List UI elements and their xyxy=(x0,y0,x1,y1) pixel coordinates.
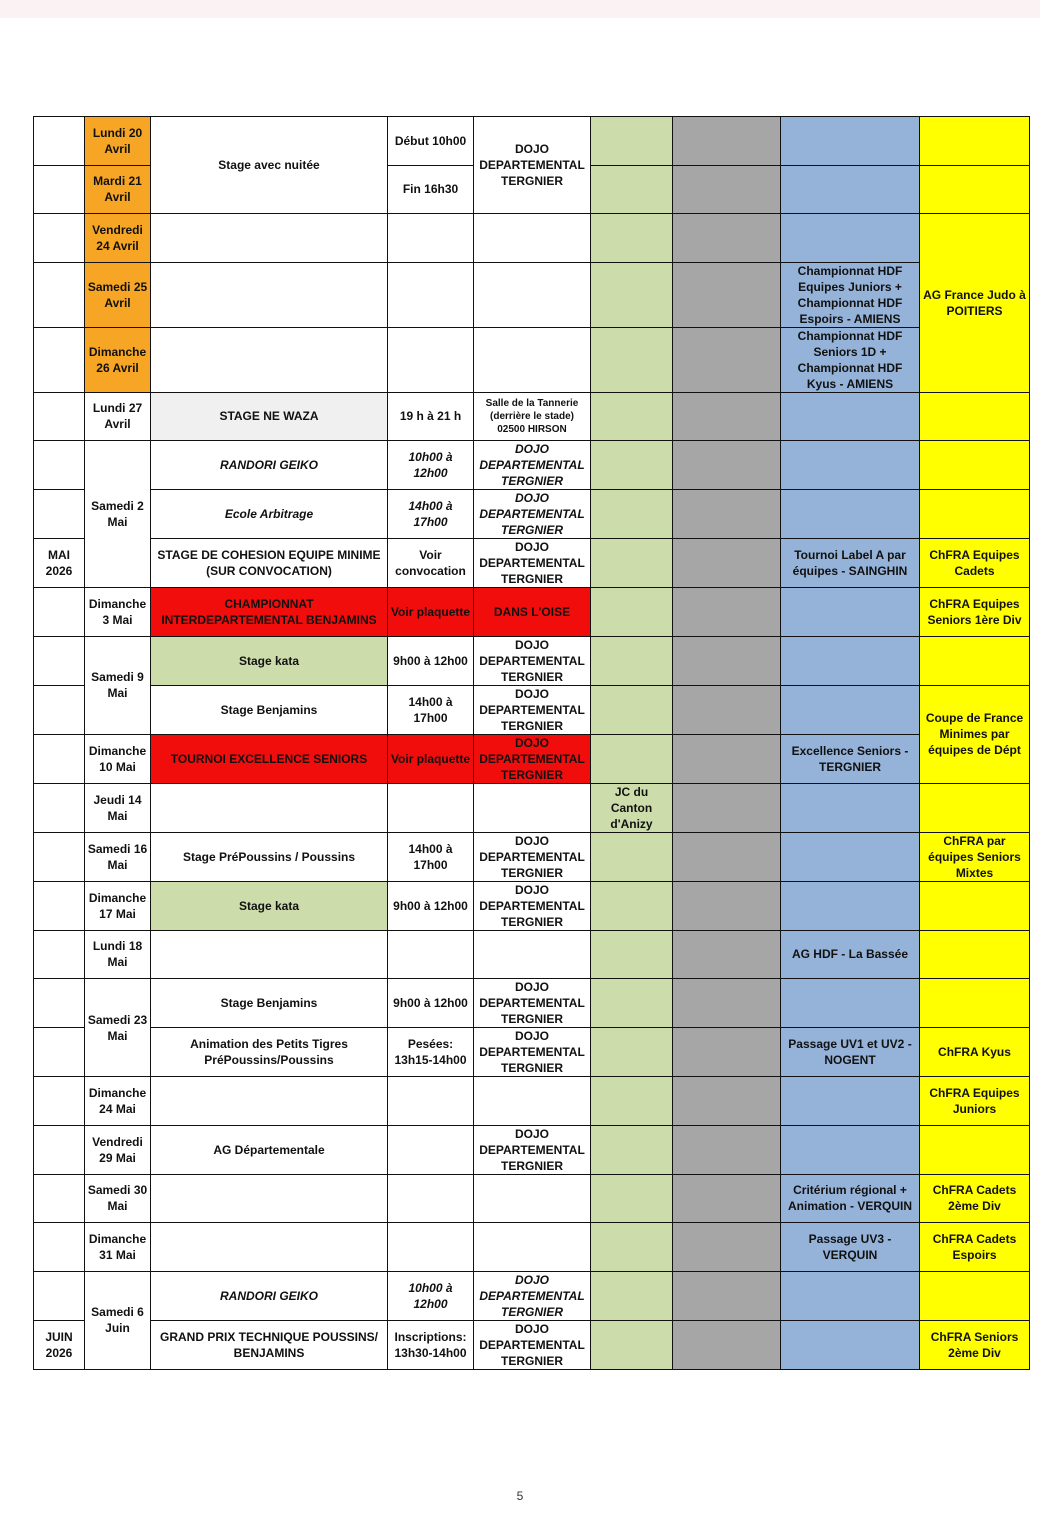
grey-column-cell xyxy=(673,979,781,1028)
event-cell: RANDORI GEIKO xyxy=(151,441,388,490)
table-row xyxy=(34,685,1030,734)
month-cell xyxy=(34,1271,85,1320)
table-row xyxy=(34,783,1030,832)
regional-cell xyxy=(781,1077,920,1126)
date-cell: Lundi 20 Avril xyxy=(85,117,151,166)
place-cell: DOJO DEPARTEMENTAL TERGNIER xyxy=(474,734,591,783)
national-cell xyxy=(920,1125,1030,1174)
regional-cell xyxy=(781,881,920,930)
time-cell: 9h00 à 12h00 xyxy=(388,636,474,685)
event-cell: AG Départementale xyxy=(151,1125,388,1174)
time-cell xyxy=(388,783,474,832)
grey-column-cell xyxy=(673,490,781,539)
national-cell xyxy=(920,783,1030,832)
national-cell xyxy=(920,490,1030,539)
table-row xyxy=(34,636,1030,685)
place-cell: Salle de la Tannerie (derrière le stade) 02500 HIRSON xyxy=(474,392,591,441)
grey-column-cell xyxy=(673,327,781,392)
top-bar xyxy=(0,0,1040,18)
event-cell xyxy=(151,262,388,327)
place-cell: DOJO DEPARTEMENTAL TERGNIER xyxy=(474,539,591,588)
time-cell xyxy=(388,930,474,979)
regional-cell: Passage UV1 et UV2 - NOGENT xyxy=(781,1028,920,1077)
time-cell xyxy=(388,1125,474,1174)
regional-cell xyxy=(781,1320,920,1369)
place-cell xyxy=(474,1077,591,1126)
regional-cell xyxy=(781,636,920,685)
green-column-cell xyxy=(591,262,673,327)
event-cell xyxy=(151,930,388,979)
green-column-cell xyxy=(591,1174,673,1223)
regional-cell xyxy=(781,832,920,881)
green-column-cell xyxy=(591,588,673,637)
national-cell xyxy=(920,441,1030,490)
place-cell xyxy=(474,1223,591,1272)
place-cell xyxy=(474,262,591,327)
time-cell xyxy=(388,1174,474,1223)
regional-cell: AG HDF - La Bassée xyxy=(781,930,920,979)
event-cell: Ecole Arbitrage xyxy=(151,490,388,539)
green-column-cell xyxy=(591,1271,673,1320)
time-cell: 14h00 à 17h00 xyxy=(388,832,474,881)
green-column-cell xyxy=(591,734,673,783)
date-cell: Samedi 30 Mai xyxy=(85,1174,151,1223)
regional-cell xyxy=(781,214,920,263)
green-column-cell xyxy=(591,214,673,263)
table-row xyxy=(34,392,1030,441)
regional-cell xyxy=(781,1125,920,1174)
green-column-cell xyxy=(591,881,673,930)
event-cell: CHAMPIONNAT INTERDEPARTEMENTAL BENJAMINS xyxy=(151,588,388,637)
event-cell: STAGE NE WAZA xyxy=(151,392,388,441)
grey-column-cell xyxy=(673,262,781,327)
green-column-cell xyxy=(591,392,673,441)
table-row xyxy=(34,1174,1030,1223)
green-column-cell xyxy=(591,441,673,490)
regional-cell xyxy=(781,392,920,441)
date-cell: Samedi 2 Mai xyxy=(85,441,151,588)
regional-cell xyxy=(781,783,920,832)
table-row xyxy=(34,262,1030,327)
grey-column-cell xyxy=(673,214,781,263)
event-cell: Stage avec nuitée xyxy=(151,117,388,214)
national-cell xyxy=(920,392,1030,441)
table-row xyxy=(34,979,1030,1028)
green-column-cell xyxy=(591,117,673,166)
time-cell: 14h00 à 17h00 xyxy=(388,490,474,539)
table-row xyxy=(34,588,1030,637)
table-row xyxy=(34,1223,1030,1272)
table-row xyxy=(34,1125,1030,1174)
time-cell: Début 10h00 xyxy=(388,117,474,166)
green-column-cell xyxy=(591,1223,673,1272)
place-cell: DOJO DEPARTEMENTAL TERGNIER xyxy=(474,1028,591,1077)
date-cell: Lundi 27 Avril xyxy=(85,392,151,441)
place-cell: DOJO DEPARTEMENTAL TERGNIER xyxy=(474,636,591,685)
place-cell xyxy=(474,327,591,392)
place-cell xyxy=(474,783,591,832)
regional-cell: Excellence Seniors - TERGNIER xyxy=(781,734,920,783)
table-row xyxy=(34,490,1030,539)
date-cell: Jeudi 14 Mai xyxy=(85,783,151,832)
event-cell: Stage Benjamins xyxy=(151,979,388,1028)
time-cell: 9h00 à 12h00 xyxy=(388,881,474,930)
green-column-cell xyxy=(591,832,673,881)
event-cell xyxy=(151,1223,388,1272)
national-cell: Coupe de France Minimes par équipes de Dépt xyxy=(920,685,1030,783)
place-cell xyxy=(474,214,591,263)
green-column-cell xyxy=(591,1125,673,1174)
table-row xyxy=(34,930,1030,979)
grey-column-cell xyxy=(673,165,781,214)
grey-column-cell xyxy=(673,1125,781,1174)
national-cell: ChFRA Seniors 2ème Div xyxy=(920,1320,1030,1369)
month-cell xyxy=(34,165,85,214)
grey-column-cell xyxy=(673,1028,781,1077)
grey-column-cell xyxy=(673,1174,781,1223)
event-cell: STAGE DE COHESION EQUIPE MINIME (SUR CONVOCATION) xyxy=(151,539,388,588)
table-row xyxy=(34,832,1030,881)
event-cell: TOURNOI EXCELLENCE SENIORS xyxy=(151,734,388,783)
month-cell xyxy=(34,832,85,881)
regional-cell: Championnat HDF Seniors 1D + Championnat HDF Kyus - AMIENS xyxy=(781,327,920,392)
month-cell xyxy=(34,441,85,490)
month-cell xyxy=(34,1223,85,1272)
month-cell xyxy=(34,1174,85,1223)
green-column-cell xyxy=(591,539,673,588)
date-cell: Vendredi 29 Mai xyxy=(85,1125,151,1174)
time-cell: 10h00 à 12h00 xyxy=(388,1271,474,1320)
national-cell: ChFRA Equipes Seniors 1ère Div xyxy=(920,588,1030,637)
grey-column-cell xyxy=(673,930,781,979)
green-column-cell xyxy=(591,930,673,979)
month-cell xyxy=(34,327,85,392)
date-cell: Samedi 9 Mai xyxy=(85,636,151,734)
grey-column-cell xyxy=(673,783,781,832)
place-cell: DOJO DEPARTEMENTAL TERGNIER xyxy=(474,117,591,214)
month-cell xyxy=(34,734,85,783)
time-cell: Pesées: 13h15-14h00 xyxy=(388,1028,474,1077)
grey-column-cell xyxy=(673,734,781,783)
national-cell xyxy=(920,165,1030,214)
national-cell xyxy=(920,930,1030,979)
grey-column-cell xyxy=(673,1077,781,1126)
time-cell: Fin 16h30 xyxy=(388,165,474,214)
place-cell xyxy=(474,930,591,979)
national-cell: ChFRA Cadets 2ème Div xyxy=(920,1174,1030,1223)
regional-cell: Passage UV3 - VERQUIN xyxy=(781,1223,920,1272)
table-row xyxy=(34,1271,1030,1320)
national-cell xyxy=(920,881,1030,930)
date-cell: Dimanche 24 Mai xyxy=(85,1077,151,1126)
regional-cell xyxy=(781,588,920,637)
month-cell xyxy=(34,1125,85,1174)
place-cell: DOJO DEPARTEMENTAL TERGNIER xyxy=(474,441,591,490)
date-cell: Samedi 16 Mai xyxy=(85,832,151,881)
grey-column-cell xyxy=(673,1320,781,1369)
time-cell: Voir plaquette xyxy=(388,734,474,783)
event-cell: Stage kata xyxy=(151,881,388,930)
time-cell: Voir plaquette xyxy=(388,588,474,637)
green-column-cell xyxy=(591,1077,673,1126)
page-number: 5 xyxy=(516,1489,524,1503)
green-column-cell xyxy=(591,979,673,1028)
event-cell: GRAND PRIX TECHNIQUE POUSSINS/ BENJAMINS xyxy=(151,1320,388,1369)
place-cell: DOJO DEPARTEMENTAL TERGNIER xyxy=(474,881,591,930)
table-row xyxy=(34,734,1030,783)
green-column-cell xyxy=(591,327,673,392)
table-row xyxy=(34,1320,1030,1369)
regional-cell xyxy=(781,685,920,734)
event-cell: RANDORI GEIKO xyxy=(151,1271,388,1320)
date-cell: Mardi 21 Avril xyxy=(85,165,151,214)
table-row xyxy=(34,1028,1030,1077)
date-cell: Lundi 18 Mai xyxy=(85,930,151,979)
date-cell: Dimanche 17 Mai xyxy=(85,881,151,930)
date-cell: Samedi 23 Mai xyxy=(85,979,151,1077)
date-cell: Dimanche 26 Avril xyxy=(85,327,151,392)
table-row xyxy=(34,327,1030,392)
month-label-juin: JUIN 2026 xyxy=(34,1320,85,1369)
date-cell: Samedi 6 Juin xyxy=(85,1271,151,1369)
green-column-cell xyxy=(591,636,673,685)
time-cell xyxy=(388,262,474,327)
grey-column-cell xyxy=(673,636,781,685)
date-cell: Dimanche 3 Mai xyxy=(85,588,151,637)
table-row xyxy=(34,881,1030,930)
month-cell xyxy=(34,262,85,327)
regional-cell: Tournoi Label A par équipes - SAINGHIN xyxy=(781,539,920,588)
table-row xyxy=(34,441,1030,490)
time-cell: Voir convocation xyxy=(388,539,474,588)
month-cell xyxy=(34,1077,85,1126)
place-cell: DOJO DEPARTEMENTAL TERGNIER xyxy=(474,1125,591,1174)
time-cell xyxy=(388,214,474,263)
national-cell: ChFRA Cadets Espoirs xyxy=(920,1223,1030,1272)
event-cell: Animation des Petits Tigres PréPoussins/Poussins xyxy=(151,1028,388,1077)
national-cell: ChFRA Equipes Juniors xyxy=(920,1077,1030,1126)
month-label-mai: MAI 2026 xyxy=(34,539,85,588)
month-cell xyxy=(34,783,85,832)
grey-column-cell xyxy=(673,1223,781,1272)
time-cell: 19 h à 21 h xyxy=(388,392,474,441)
event-cell: Stage kata xyxy=(151,636,388,685)
grey-column-cell xyxy=(673,1271,781,1320)
grey-column-cell xyxy=(673,117,781,166)
regional-cell: Championnat HDF Equipes Juniors + Championnat HDF Espoirs - AMIENS xyxy=(781,262,920,327)
national-cell xyxy=(920,636,1030,685)
event-cell: Stage Benjamins xyxy=(151,685,388,734)
regional-cell xyxy=(781,117,920,166)
national-cell xyxy=(920,117,1030,166)
grey-column-cell xyxy=(673,441,781,490)
month-cell xyxy=(34,1028,85,1077)
month-cell xyxy=(34,636,85,685)
grey-column-cell xyxy=(673,588,781,637)
regional-cell xyxy=(781,1271,920,1320)
place-cell xyxy=(474,1174,591,1223)
month-cell xyxy=(34,930,85,979)
green-column-cell xyxy=(591,1320,673,1369)
national-cell xyxy=(920,1271,1030,1320)
national-cell: ChFRA Kyus xyxy=(920,1028,1030,1077)
green-column-cell xyxy=(591,685,673,734)
regional-cell xyxy=(781,490,920,539)
green-column-cell xyxy=(591,1028,673,1077)
time-cell: 10h00 à 12h00 xyxy=(388,441,474,490)
national-cell: ChFRA Equipes Cadets xyxy=(920,539,1030,588)
month-cell xyxy=(34,214,85,263)
green-column-cell xyxy=(591,165,673,214)
time-cell: Inscriptions: 13h30-14h00 xyxy=(388,1320,474,1369)
grey-column-cell xyxy=(673,539,781,588)
regional-cell: Critérium régional + Animation - VERQUIN xyxy=(781,1174,920,1223)
national-cell xyxy=(920,979,1030,1028)
month-cell xyxy=(34,588,85,637)
event-cell xyxy=(151,327,388,392)
calendar-table xyxy=(33,116,1030,1370)
place-cell: DOJO DEPARTEMENTAL TERGNIER xyxy=(474,1320,591,1369)
time-cell: 9h00 à 12h00 xyxy=(388,979,474,1028)
event-cell: Stage PréPoussins / Poussins xyxy=(151,832,388,881)
place-cell: DOJO DEPARTEMENTAL TERGNIER xyxy=(474,1271,591,1320)
time-cell xyxy=(388,1077,474,1126)
grey-column-cell xyxy=(673,685,781,734)
month-cell xyxy=(34,490,85,539)
date-cell: Vendredi 24 Avril xyxy=(85,214,151,263)
national-cell: AG France Judo à POITIERS xyxy=(920,214,1030,393)
event-cell xyxy=(151,783,388,832)
month-cell xyxy=(34,979,85,1028)
place-cell: DOJO DEPARTEMENTAL TERGNIER xyxy=(474,832,591,881)
time-cell xyxy=(388,1223,474,1272)
date-cell: Dimanche 10 Mai xyxy=(85,734,151,783)
grey-column-cell xyxy=(673,392,781,441)
event-cell xyxy=(151,214,388,263)
month-cell xyxy=(34,685,85,734)
event-cell xyxy=(151,1077,388,1126)
table-row xyxy=(34,214,1030,263)
table-row xyxy=(34,1077,1030,1126)
date-cell: Samedi 25 Avril xyxy=(85,262,151,327)
place-cell: DANS L'OISE xyxy=(474,588,591,637)
time-cell xyxy=(388,327,474,392)
grey-column-cell xyxy=(673,881,781,930)
month-cell xyxy=(34,881,85,930)
time-cell: 14h00 à 17h00 xyxy=(388,685,474,734)
green-column-cell xyxy=(591,490,673,539)
date-cell: Dimanche 31 Mai xyxy=(85,1223,151,1272)
table-row xyxy=(34,539,1030,588)
table-row xyxy=(34,117,1030,166)
national-cell: ChFRA par équipes Seniors Mixtes xyxy=(920,832,1030,881)
green-column-cell: JC du Canton d'Anizy xyxy=(591,783,673,832)
place-cell: DOJO DEPARTEMENTAL TERGNIER xyxy=(474,979,591,1028)
event-cell xyxy=(151,1174,388,1223)
regional-cell xyxy=(781,979,920,1028)
grey-column-cell xyxy=(673,832,781,881)
month-cell xyxy=(34,392,85,441)
regional-cell xyxy=(781,165,920,214)
month-cell xyxy=(34,117,85,166)
regional-cell xyxy=(781,441,920,490)
place-cell: DOJO DEPARTEMENTAL TERGNIER xyxy=(474,490,591,539)
place-cell: DOJO DEPARTEMENTAL TERGNIER xyxy=(474,685,591,734)
